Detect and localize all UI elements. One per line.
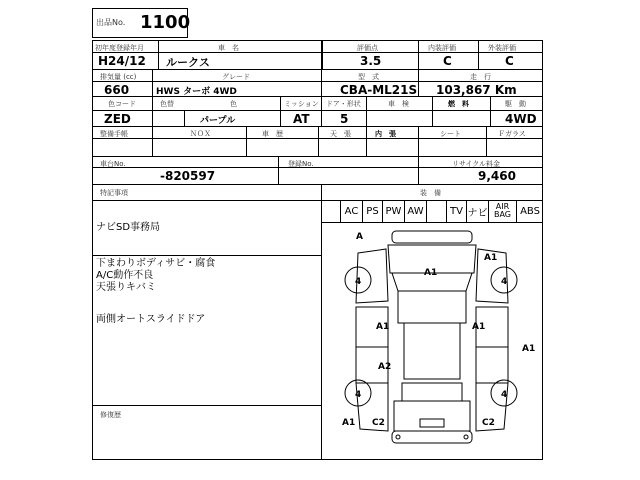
damage-a-top: A [356,232,363,242]
diagram-left-fender [356,249,388,303]
note-ac-fault: A/C動作不良 [96,270,154,281]
damage-a1-left-mid: A1 [376,322,390,332]
label-special-notes: 特記事項 [100,189,128,197]
damage-a1-right-mid: A1 [472,322,486,332]
equip-tv: TV [446,200,466,222]
label-nox: ＮＯＸ [190,130,211,138]
label-model: 型 式 [358,73,379,81]
lot-number: 1100 [140,12,191,33]
value-interior-score: C [443,54,452,68]
label-chassis: 車台No. [100,160,126,168]
value-color-code: ZED [104,112,131,126]
diagram-right-rear-door [476,347,508,383]
value-first-reg: H24/12 [98,54,146,68]
value-drive: 4WD [505,112,537,126]
label-color-code: 色コード [108,100,136,108]
diagram-cabin [404,323,460,379]
value-color: パープル [200,116,236,126]
equip-aw: AW [404,200,426,222]
label-mileage: 走 行 [470,73,491,81]
equip-ps: PS [362,200,382,222]
damage-a1-bottom-left: A1 [342,418,356,428]
label-fuel: 燃 料 [448,100,469,108]
label-seat: シート [440,130,461,138]
diagram-front-bumper [392,231,472,243]
damage-a1-far-right: A1 [522,344,536,354]
value-grade: HWS ターボ 4WD [156,87,237,97]
label-doors: ドア・形状 [326,100,361,108]
value-mission: AT [293,112,310,126]
note-ceiling-yellow: 天張りキバミ [96,282,156,293]
damage-a2-left: A2 [378,362,392,372]
value-mileage: 103,867 Km [436,83,517,97]
diagram-rear-bumper [392,431,472,443]
label-grade: グレード [222,73,250,81]
label-ceiling: 天 張 [330,130,351,138]
label-interior-trim: 内 張 [375,130,396,138]
tire-front-left-label: 4 [355,277,362,287]
equip-blank [426,200,446,222]
label-maintenance: 整備手帳 [100,130,128,138]
damage-a1-roof: A1 [424,268,438,278]
equip-ac: AC [340,200,362,222]
value-chassis: -820597 [160,169,216,183]
diagram-roof [398,291,466,323]
lot-label: 出品No. [96,18,126,27]
label-car-name: 車 名 [218,44,239,52]
tire-rear-left-label: 4 [355,390,362,400]
label-exterior-score: 外装評価 [488,44,516,52]
note-slide-doors: 両側オートスライドドア [96,314,206,325]
diagram-plate [420,419,444,427]
label-interior-score: 内装評価 [428,44,456,52]
label-repair-history: 修復歴 [100,411,121,419]
equip-airbag: AIR BAG [488,200,516,222]
label-recycle: リサイクル料金 [452,160,501,168]
label-history: 車 歴 [262,130,283,138]
note-navi-sd: ナビSD事務局 [96,222,161,233]
value-doors: 5 [340,112,349,126]
label-color: 色 [230,100,237,108]
label-drive: 駆 動 [505,100,526,108]
value-car-name: ルークス [166,56,210,69]
note-rust: 下まわりボディサビ・腐食 [96,258,216,269]
label-registration: 登録No. [288,160,314,168]
equip-navi: ナビ [466,200,488,222]
label-displacement: 排気量 (cc) [100,73,137,81]
label-first-reg: 初年度登録年月 [95,44,144,52]
value-model: CBA-ML21S [340,83,418,97]
thick-divider [321,40,323,69]
value-exterior-score: C [505,54,514,68]
diagram-left-lamp [396,435,400,439]
label-glass: Ｆガラス [498,130,526,138]
damage-c2-bottom-left: C2 [372,418,385,428]
value-score: 3.5 [360,54,382,68]
damage-a1-right-front: A1 [484,253,498,263]
car-diagram [322,223,542,459]
equip-pw: PW [382,200,404,222]
label-score: 評価点 [357,44,378,52]
diagram-rear-window [402,383,462,401]
label-color-type: 色替 [160,100,174,108]
equip-abs: ABS [516,200,543,222]
damage-c2-bottom-right: C2 [482,418,495,428]
label-inspection: 車 検 [388,100,409,108]
value-displacement: 660 [104,83,130,97]
tire-front-right-label: 4 [501,277,508,287]
label-equipment: 装 備 [420,189,441,197]
tire-rear-right-label: 4 [501,390,508,400]
label-mission: ミッション [284,100,319,108]
value-recycle: 9,460 [478,169,516,183]
diagram-right-lamp [464,435,468,439]
